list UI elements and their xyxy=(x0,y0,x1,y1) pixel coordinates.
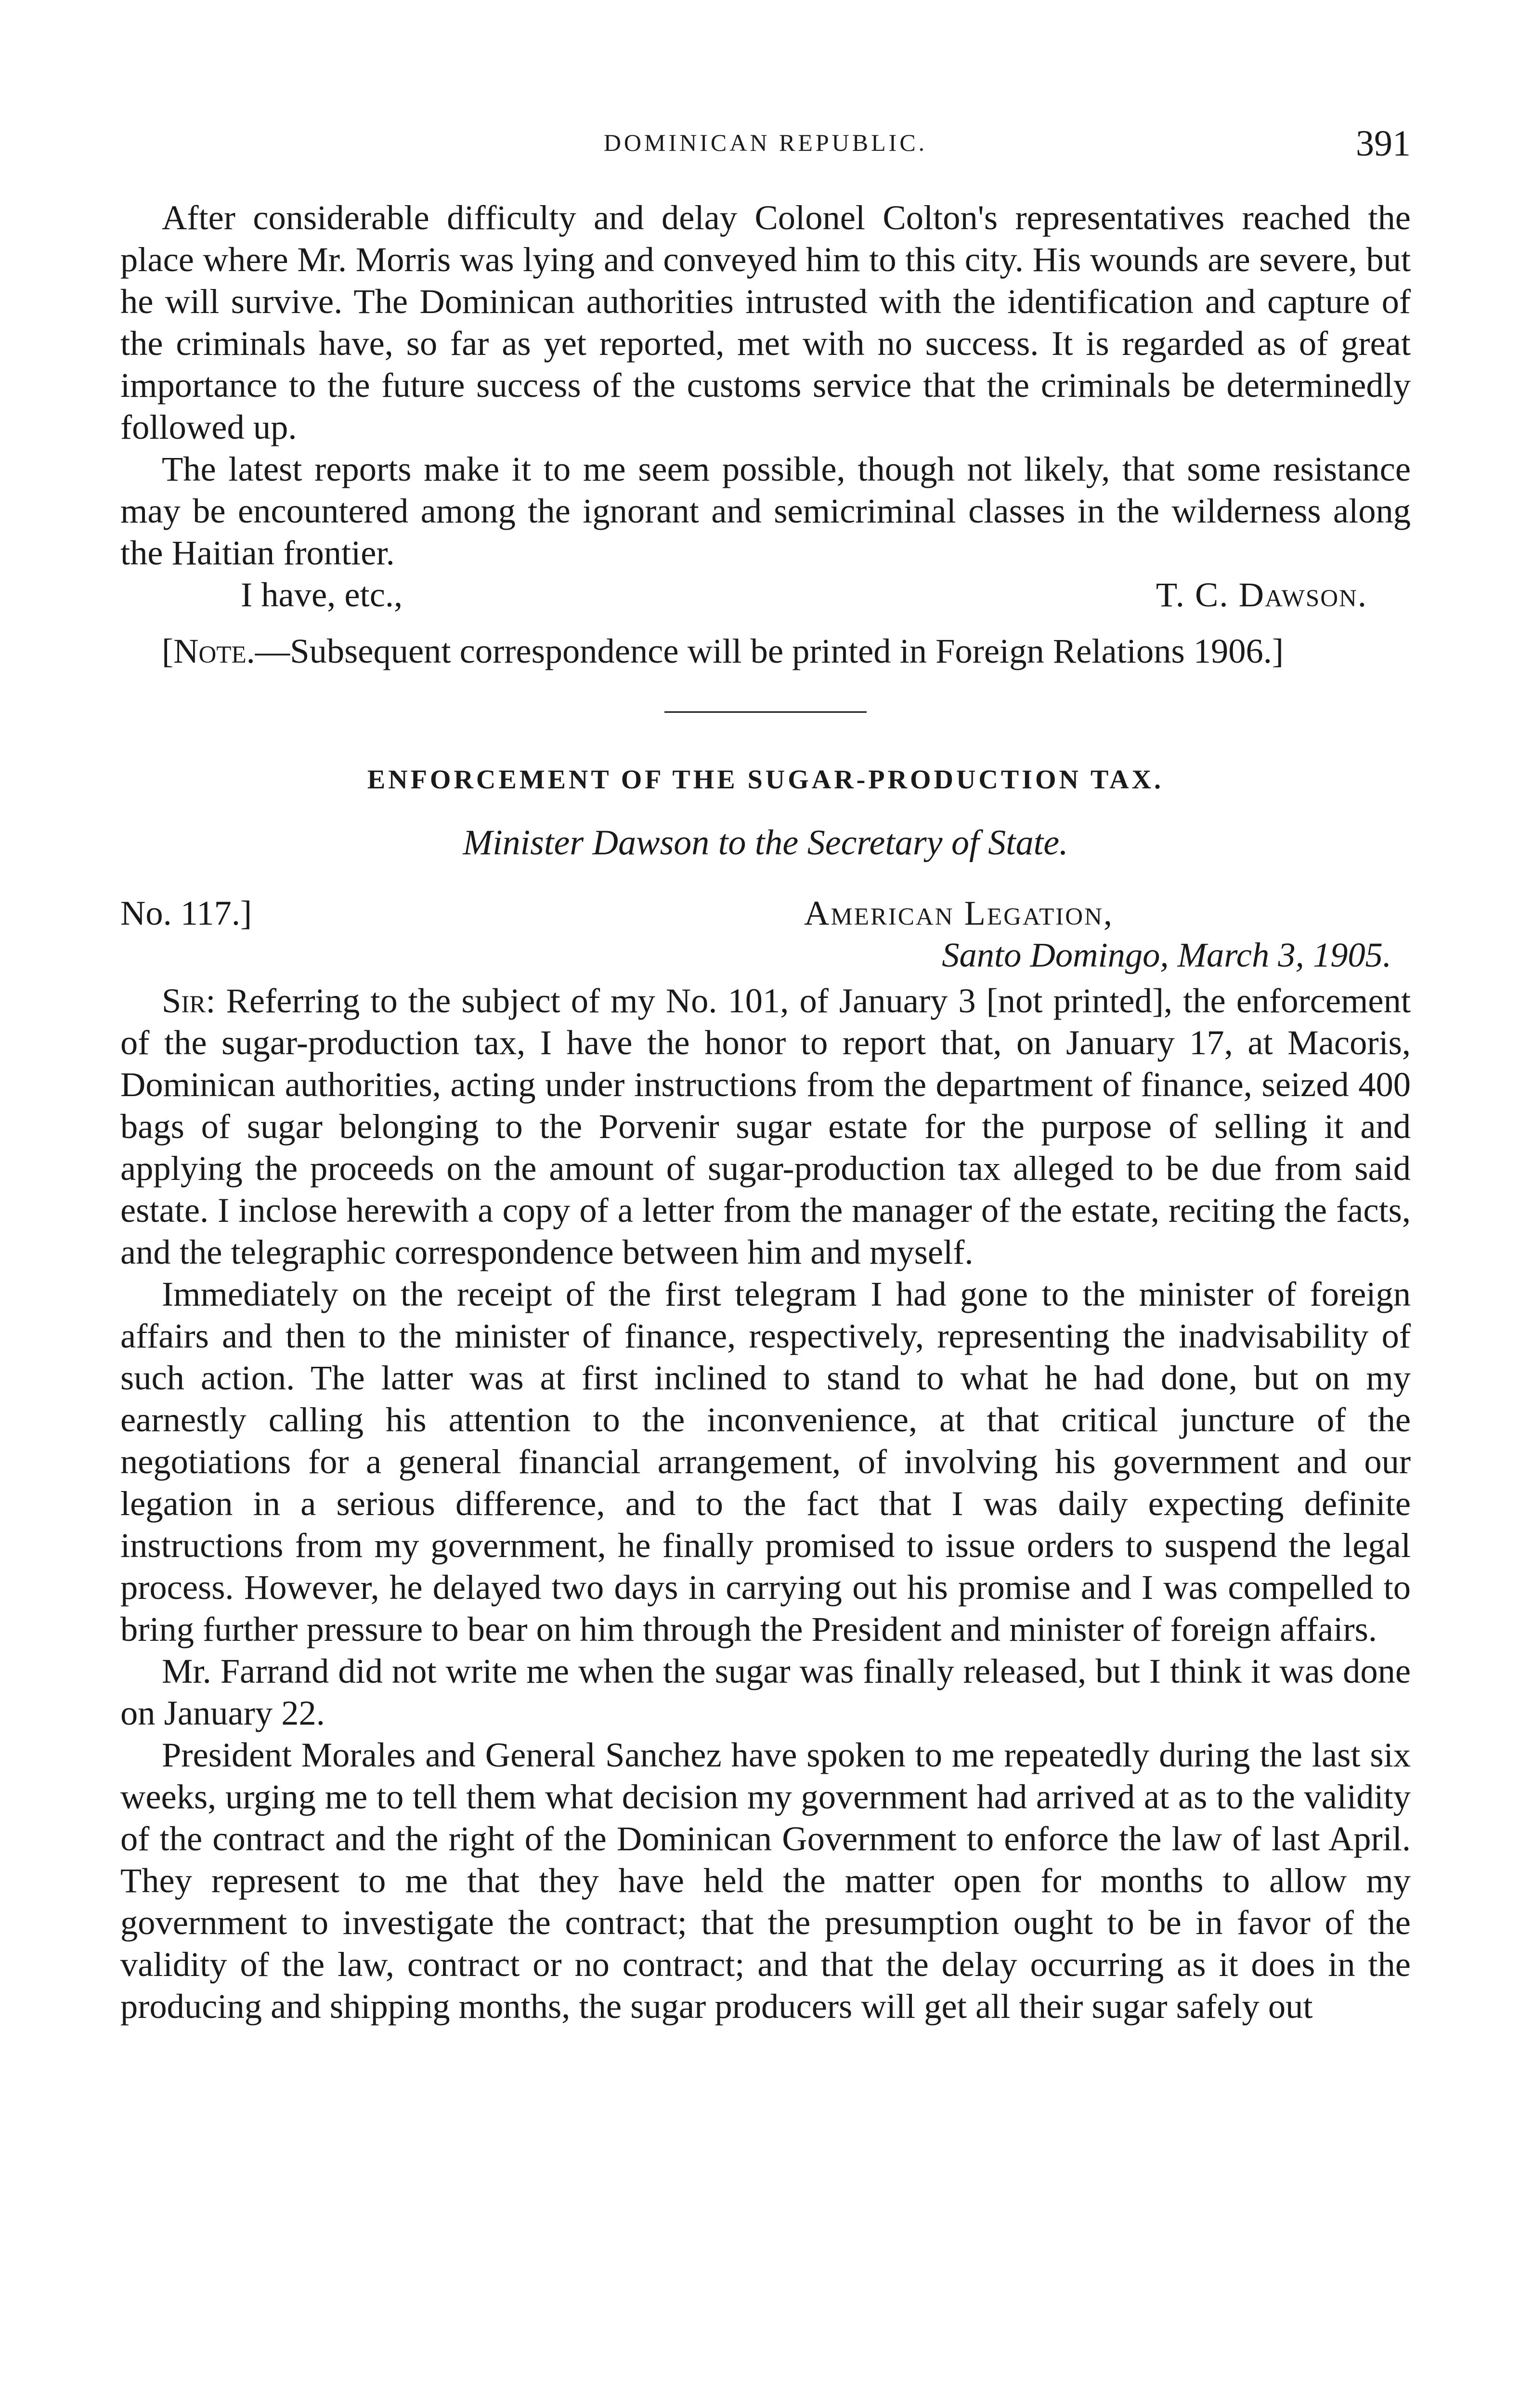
section-heading: ENFORCEMENT OF THE SUGAR-PRODUCTION TAX. xyxy=(367,765,1164,795)
letter-paragraph: President Morales and General Sanchez have spoken to me repeatedly during the last six weeks, urging me to tell them what decision my government had arrived at as to the validity of the contract and the right of the Dominican Government to enforce the law of last April. They represent to me that they have held the matter open for months to allow my government to investigate the contract; that the presumption ought to be in favor of the validity of the law, contract or no contract; and that the delay occurring as it does in the producing and shipping months, the sugar producers will get all their sugar safely out xyxy=(120,1735,1411,2026)
place-and-date: Santo Domingo, March 3, 1905. xyxy=(942,935,1391,974)
body-text xyxy=(120,196,1411,2027)
letter-paragraph: Immediately on the receipt of the first telegram I had gone to the minister of foreign affairs and then to the minister of finance, respectively, representing the inadvisability of such action. The latter was at first inclined to stand to what he had done, but on my earnestly calling his attention to the inconvenience, at that critical juncture of the negotiations for a general financial arrangement, of involving his government and our legation in a serious difference, and to the fact that I was daily expecting definite instructions from my government, he finally promised to issue orders to suspend the legal process. However, he delayed two days in carrying out his promise and I was compelled to bring further pressure to bear on him through the President and minister of foreign affairs. xyxy=(120,1274,1411,1649)
dateline xyxy=(120,888,1411,980)
running-title: DOMINICAN REPUBLIC. xyxy=(603,129,928,156)
section-divider xyxy=(664,711,867,713)
letter-paragraph-text: Referring to the subject of my No. 101, of January 3 [not printed], the enforcement of the sugar-production tax, I have the honor to report that, on January 17, at Macoris, Dominican authorities, acting under instructions from the department of finance, seized 400 bags of sugar belonging to the Porvenir sugar estate for the purpose of selling it and applying the proceeds on the amount of sugar-production tax alleged to be due from said estate. I inclose herewith a copy of a letter from the manager of the estate, reciting the facts, and the telegraphic correspondence between him and myself. xyxy=(120,981,1411,1271)
signature: T. C. Dawson. xyxy=(1156,575,1367,614)
legation-name: American Legation, xyxy=(804,893,1114,932)
document-title: Minister Dawson to the Secretary of State. xyxy=(463,823,1068,863)
letter-salutation: Sir: xyxy=(162,981,216,1020)
document-number: No. 117.] xyxy=(120,893,252,932)
paragraph: After considerable difficulty and delay Colonel Colton's representatives reached the place where Mr. Morris was lying and conveyed him to this city. His wounds are severe, but he will survive. The Dominican authorities intrusted with the identification and capture of the criminals have, so far as yet reported, met with no success. It is regarded as of great importance to the future success of the customs service that the criminals be determinedly followed up. xyxy=(120,198,1411,446)
note-label: [Note. xyxy=(162,631,255,670)
letter-paragraph: Mr. Farrand did not write me when the sugar was finally released, but I think it was done on January 22. xyxy=(120,1651,1411,1732)
page-number: 391 xyxy=(1356,123,1411,164)
editorial-note xyxy=(120,630,1411,672)
note-text: —Subsequent correspondence will be printed in Foreign Relations 1906.] xyxy=(255,631,1284,670)
running-head xyxy=(120,123,1411,164)
letter-paragraph xyxy=(120,980,1411,1273)
paragraph: The latest reports make it to me seem possible, though not likely, that some resistance may be encountered among the ignorant and semicriminal classes in the wilderness along the Haitian frontier. xyxy=(120,449,1411,572)
closing-line xyxy=(120,574,1411,615)
closing-salutation: I have, etc., xyxy=(241,575,403,614)
